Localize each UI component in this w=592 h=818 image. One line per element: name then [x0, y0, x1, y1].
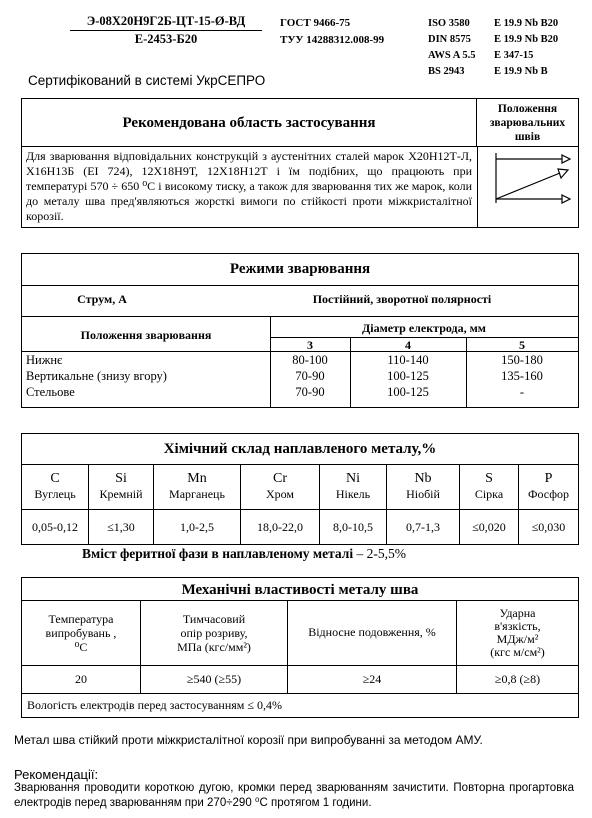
standard-name: ISO 3580 — [428, 18, 470, 29]
corrosion-resistance-note: Метал шва стійкий проти міжкристалітної корозії при випробуванні за методом АМУ. — [14, 733, 483, 747]
current-label: Струм, А — [77, 292, 127, 306]
element-cell — [387, 465, 460, 509]
recommendations-text: Зварювання проводити короткою дугою, кромки перед зварюванням зачистити. Повторна прогартовка електродів перед зварюванням при 270÷290 ⁰С протягом 1 години. — [14, 782, 574, 809]
moisture-note: Вологість електродів перед застосуванням ≤ 0,4% — [22, 693, 578, 717]
mechanics-section — [21, 577, 579, 718]
element-symbol: C — [50, 471, 60, 487]
element-symbol: P — [544, 471, 553, 487]
diameter-4: 4 — [405, 338, 411, 352]
element-value: 0,05-0,12 — [22, 509, 89, 545]
diameter-5: 5 — [519, 338, 525, 352]
weld-positions-title: Положення зварювальних швів — [477, 99, 578, 147]
temperature-header-line2: випробувань , — [45, 625, 117, 640]
standard-row — [428, 48, 558, 64]
ferrite-value: – 2-5,5% — [356, 546, 406, 561]
mechanics-title: Механічні властивості металу шва — [22, 578, 578, 601]
mode-current-d3: 70-90 — [295, 369, 325, 383]
element-cell — [89, 465, 154, 509]
recommendations-title: Рекомендації: — [14, 767, 99, 782]
standards-list — [428, 16, 558, 80]
element-symbol: Si — [115, 471, 127, 487]
element-symbol: Cr — [273, 471, 287, 487]
mode-row — [22, 369, 578, 384]
element-value: 18,0-22,0 — [241, 509, 320, 545]
temperature-value: 20 — [22, 665, 141, 693]
standard-row — [428, 32, 558, 48]
chemistry-section — [21, 433, 579, 545]
standard-row — [428, 64, 558, 80]
elongation-header: Відносне подовження, % — [288, 601, 457, 665]
chemistry-title: Хімічний склад наплавленого металу,% — [22, 434, 578, 465]
temperature-header — [22, 601, 141, 665]
impact-header-line1: Ударна — [499, 605, 536, 620]
element-cell — [22, 465, 89, 509]
element-cell — [154, 465, 241, 509]
chemistry-table — [22, 465, 578, 545]
standard-row — [428, 16, 558, 32]
element-name: Хром — [265, 487, 295, 502]
mode-current-d5: - — [519, 385, 525, 399]
mode-current-d4: 110-140 — [387, 353, 429, 367]
designation-line1: Э-08Х20Н9Г2Б-ЦТ-15-Ø-ВД — [70, 14, 262, 31]
tensile-header-line3: МПа (кгс/мм²) — [177, 639, 251, 654]
standard-value: E 19.9 Nb B — [494, 66, 548, 77]
mode-current-d5: 135-160 — [501, 369, 543, 383]
impact-header-line3: МДж/м² — [496, 631, 539, 646]
element-cell — [519, 465, 579, 509]
mode-current-d4: 100-125 — [387, 369, 429, 383]
element-name: Фосфор — [527, 487, 570, 502]
element-name: Кремній — [99, 487, 143, 502]
element-value: ≤1,30 — [89, 509, 154, 545]
standard-value: E 347-15 — [494, 50, 534, 61]
position-column-header: Положення зварювання — [80, 328, 212, 342]
element-cell — [460, 465, 519, 509]
mechanics-table — [22, 601, 578, 717]
impact-strength-header — [457, 601, 579, 665]
tensile-header-line2: опір розриву, — [180, 625, 248, 640]
standard-value: E 19.9 Nb B20 — [494, 34, 559, 45]
mode-current-d5: 150-180 — [501, 353, 543, 367]
tensile-strength-header — [141, 601, 288, 665]
mode-position: Вертикальне (знизу вгору) — [26, 369, 167, 383]
impact-header-line4: (кгс м/см²) — [490, 644, 545, 659]
element-value: ≤0,030 — [519, 509, 579, 545]
mode-position: Стельове — [26, 385, 75, 399]
standard-name: DIN 8575 — [428, 34, 471, 45]
mode-row — [22, 385, 578, 400]
element-value: 8,0-10,5 — [320, 509, 387, 545]
standard-name: AWS A 5.5 — [428, 50, 476, 61]
element-symbol: Ni — [346, 471, 360, 487]
element-cell — [241, 465, 320, 509]
mode-current-d3: 70-90 — [295, 385, 325, 399]
impact-strength-value: ≥0,8 (≥8) — [457, 665, 579, 693]
standard-name: BS 2943 — [428, 66, 465, 77]
electrode-designation — [70, 14, 262, 47]
element-value: ≤0,020 — [460, 509, 519, 545]
gost-label: ГОСТ 9466-75 — [280, 17, 351, 29]
element-name: Нікель — [335, 487, 371, 502]
element-value: 1,0-2,5 — [154, 509, 241, 545]
current-value: Постійний, зворотної полярності — [312, 292, 492, 306]
diameter-3: 3 — [307, 338, 313, 352]
element-name: Ніобій — [406, 487, 440, 502]
mode-current-d4: 100-125 — [387, 385, 429, 399]
application-section — [21, 98, 579, 228]
element-cell — [320, 465, 387, 509]
element-name: Марганець — [169, 487, 225, 502]
application-text: Для зварювання відповідальних конструкцій з аустенітних сталей марок Х20Н12Т-Л, Х16Н13Б (ЕІ 724), 12Х18Н9Т, 12Х18Н12Т і їм подібних, що працюють при температурі 570 ÷ 650 ⁰С і високому тиску, а також для зварювання тих же марок, коли до металу шва пред'являються жорсткі вимоги по стійкості проти міжкристалітної корозії. — [26, 149, 472, 223]
element-symbol: Nb — [414, 471, 432, 487]
mode-row — [22, 353, 578, 368]
element-name: Сірка — [474, 487, 504, 502]
element-symbol: S — [485, 471, 493, 487]
designation-line2: Е-2453-Б20 — [134, 32, 198, 46]
tensile-header-line1: Тимчасовий — [182, 611, 246, 626]
ferrite-label: Вміст феритної фази в наплавленому металі — [82, 546, 354, 561]
impact-header-line2: в'язкість, — [494, 618, 541, 633]
element-symbol: Mn — [187, 471, 207, 487]
element-value: 0,7-1,3 — [387, 509, 460, 545]
welding-modes-title: Режими зварювання — [22, 254, 578, 286]
welding-modes-section — [21, 253, 579, 408]
certification-note: Сертифікований в системі УкрСЕПРО — [28, 73, 266, 88]
ferrite-content — [82, 546, 406, 562]
tuu-label: ТУУ 14288312.008-99 — [280, 34, 385, 46]
diameter-header: Діаметр електрода, мм — [362, 321, 486, 335]
tensile-strength-value: ≥540 (≥55) — [141, 665, 288, 693]
temperature-header-line1: Температура — [48, 611, 114, 626]
temperature-header-line3: ⁰С — [74, 639, 88, 654]
application-title: Рекомендована область застосування — [22, 99, 477, 147]
weld-positions-icon — [477, 147, 578, 227]
elongation-value: ≥24 — [288, 665, 457, 693]
element-name: Вуглець — [34, 487, 76, 502]
mode-position: Нижнє — [26, 353, 63, 367]
mode-current-d3: 80-100 — [292, 353, 328, 367]
standard-value: E 19.9 Nb B20 — [494, 18, 559, 29]
